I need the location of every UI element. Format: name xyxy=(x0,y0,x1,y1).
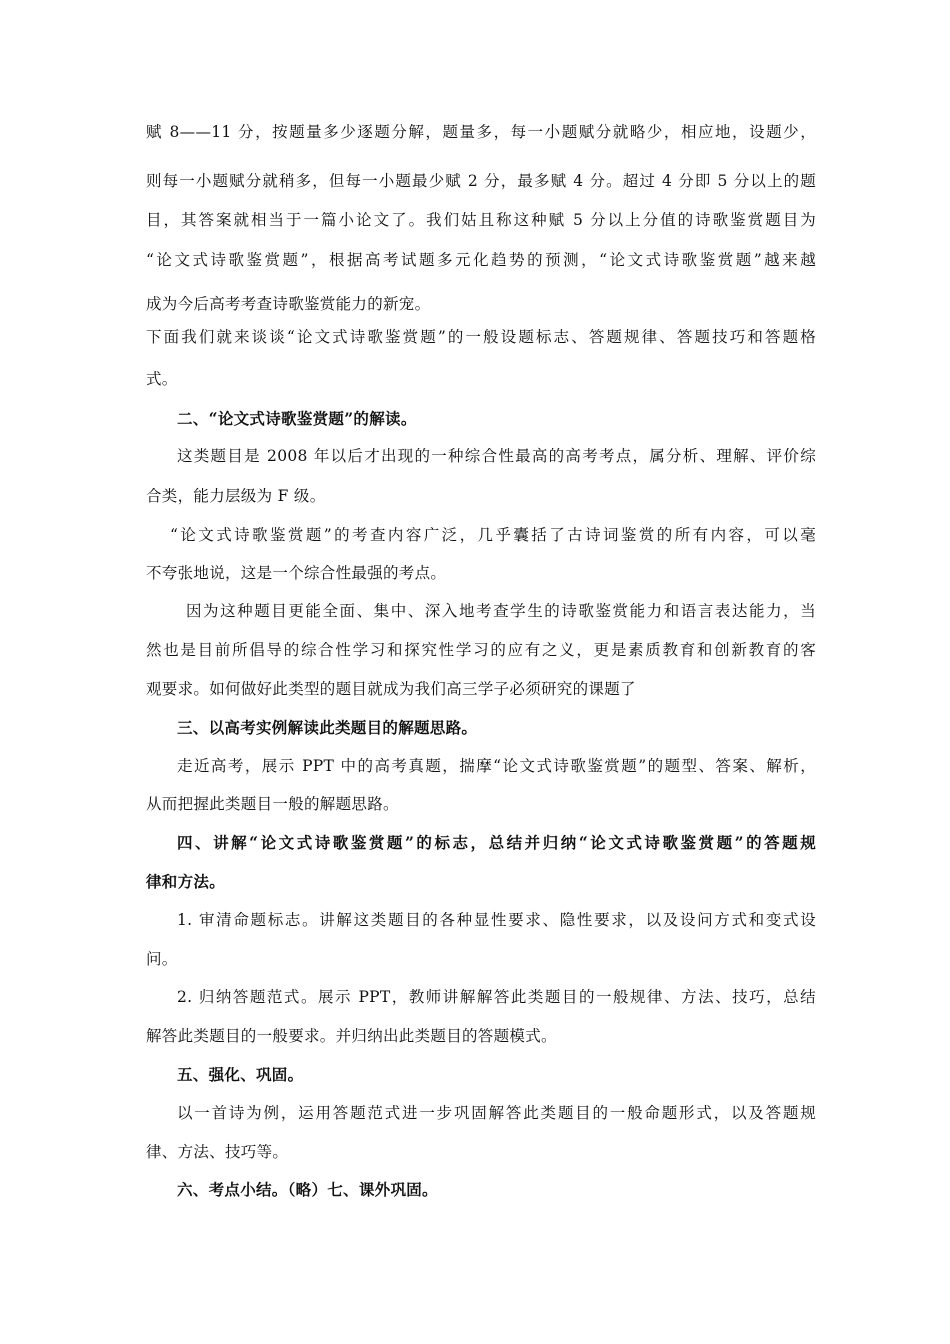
paragraph-line: 下面我们就来谈谈“论文式诗歌鉴赏题”的一般设题标志、答题规律、答题技巧和答题格 xyxy=(146,328,816,346)
paragraph-line: 赋 8——11 分，按题量多少逐题分解，题量多，每一小题赋分就略少，相应地，设题少， xyxy=(146,123,816,141)
paragraph-line: 从而把握此类题目一般的解题思路。 xyxy=(146,795,399,813)
paragraph-line: 成为今后高考考查诗歌鉴赏能力的新宠。 xyxy=(146,295,431,313)
paragraph-line: 然也是目前所倡导的综合性学习和探究性学习的应有之义，更是素质教育和创新教育的客 xyxy=(146,641,816,659)
section-heading: 律和方法。 xyxy=(146,872,226,891)
paragraph-line: 以一首诗为例，运用答题范式进一步巩固解答此类题目的一般命题形式，以及答题规 xyxy=(177,1104,816,1122)
section-heading: 二、“论文式诗歌鉴赏题”的解读。 xyxy=(177,409,417,428)
paragraph-line: 观要求。如何做好此类型的题目就成为我们高三学子必须研究的课题了 xyxy=(146,680,636,698)
paragraph-line: 合类，能力层级为 F 级。 xyxy=(146,487,326,505)
paragraph-line: 问。 xyxy=(146,950,178,968)
paragraph-line: 2. 归纳答题范式。展示 PPT，教师讲解解答此类题目的一般规律、方法、技巧，总结 xyxy=(177,988,816,1006)
section-heading: 六、考点小结。（略）七、课外巩固。 xyxy=(177,1180,438,1199)
paragraph-line: 则每一小题赋分就稍多，但每一小题最少赋 2 分，最多赋 4 分。超过 4 分即 5 分以上的题 xyxy=(146,172,816,190)
paragraph-line: 律、方法、技巧等。 xyxy=(146,1143,289,1161)
paragraph-line: 因为这种题目更能全面、集中、深入地考查学生的诗歌鉴赏能力和语言表达能力，当 xyxy=(186,602,816,620)
section-heading: 三、以高考实例解读此类题目的解题思路。 xyxy=(177,718,478,737)
paragraph-line: 解答此类题目的一般要求。并归纳出此类题目的答题模式。 xyxy=(146,1027,557,1045)
paragraph-line: 1. 审清命题标志。讲解这类题目的各种显性要求、隐性要求，以及设问方式和变式设 xyxy=(177,911,816,929)
section-heading: 四、讲解“论文式诗歌鉴赏题”的标志，总结并归纳“论文式诗歌鉴赏题”的答题规 xyxy=(177,833,816,852)
paragraph-line: “论文式诗歌鉴赏题”，根据高考试题多元化趋势的预测，“论文式诗歌鉴赏题”越来越 xyxy=(146,251,816,269)
section-heading: 五、强化、巩固。 xyxy=(177,1065,304,1084)
paragraph-line: 不夸张地说，这是一个综合性最强的考点。 xyxy=(146,564,447,582)
paragraph-line: “论文式诗歌鉴赏题”的考查内容广泛，几乎囊括了古诗词鉴赏的所有内容，可以毫 xyxy=(170,526,816,544)
paragraph-line: 这类题目是 2008 年以后才出现的一种综合性最高的高考考点，属分析、理解、评价综 xyxy=(177,447,816,465)
paragraph-line: 式。 xyxy=(146,370,178,388)
paragraph-line: 目，其答案就相当于一篇小论文了。我们姑且称这种赋 5 分以上分值的诗歌鉴赏题目为 xyxy=(146,211,816,229)
paragraph-line: 走近高考，展示 PPT 中的高考真题，揣摩“论文式诗歌鉴赏题”的题型、答案、解析， xyxy=(177,757,816,775)
